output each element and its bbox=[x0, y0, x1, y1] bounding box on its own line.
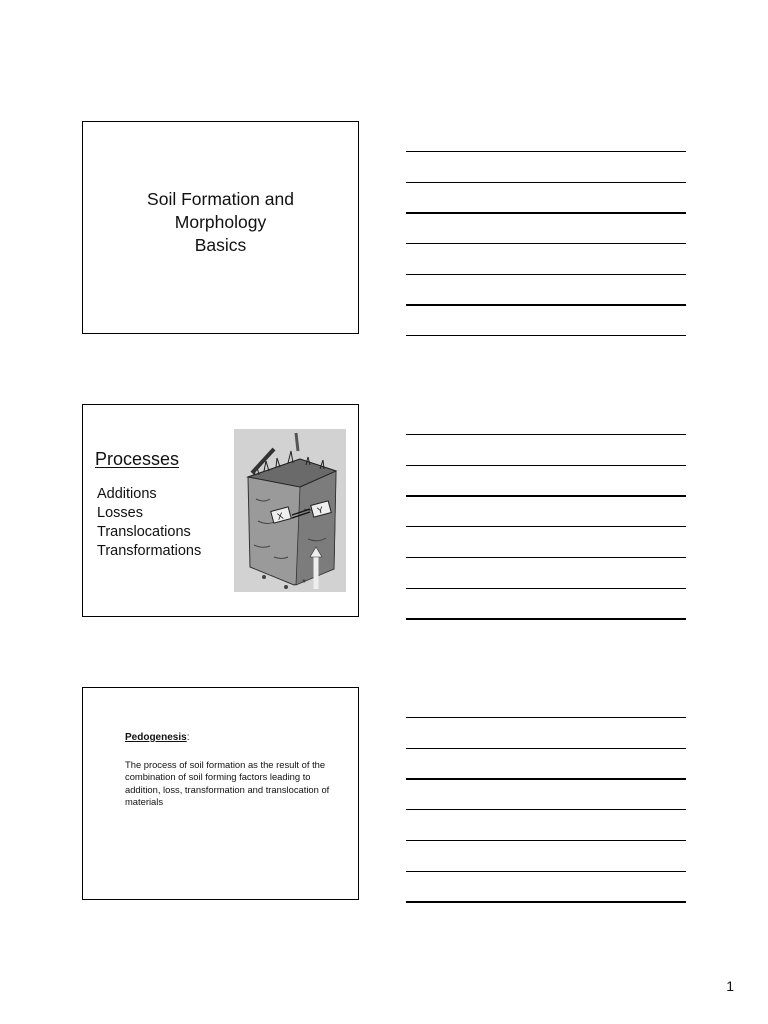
note-line bbox=[406, 526, 686, 527]
slide-1-thumbnail bbox=[82, 121, 359, 334]
title-line: Soil Formation and bbox=[147, 189, 294, 209]
note-line bbox=[406, 434, 686, 435]
reaction-label: Y bbox=[316, 504, 325, 516]
note-line bbox=[406, 274, 686, 275]
note-line bbox=[406, 304, 686, 306]
note-line bbox=[406, 465, 686, 466]
list-item: Additions bbox=[97, 486, 157, 502]
note-line bbox=[406, 335, 686, 336]
definition-heading bbox=[125, 732, 189, 743]
definition-colon: : bbox=[186, 732, 190, 743]
note-line bbox=[406, 871, 686, 872]
note-line bbox=[406, 212, 686, 214]
title-line: Basics bbox=[194, 235, 247, 255]
page-number: 1 bbox=[726, 978, 734, 994]
note-line bbox=[406, 778, 686, 780]
definition-text: The process of soil formation as the result of the combination of soil forming factors leading to addition, loss, transformation and translocation of materials bbox=[125, 759, 330, 807]
note-line bbox=[406, 182, 686, 183]
note-line bbox=[406, 618, 686, 620]
note-line bbox=[406, 151, 686, 152]
slide-2-thumbnail bbox=[82, 404, 359, 617]
soil-block-drawing bbox=[234, 429, 346, 592]
soil-profile-illustration bbox=[234, 429, 346, 592]
note-line bbox=[406, 495, 686, 497]
slide-title: Processes bbox=[95, 449, 180, 469]
list-item: Losses bbox=[97, 505, 143, 521]
slide-3-thumbnail bbox=[82, 687, 359, 900]
process-list bbox=[97, 485, 201, 561]
note-line bbox=[406, 840, 686, 841]
list-item: Translocations bbox=[97, 524, 191, 540]
note-line bbox=[406, 748, 686, 749]
note-line bbox=[406, 901, 686, 903]
title-line: Morphology bbox=[174, 212, 267, 232]
note-line bbox=[406, 717, 686, 718]
reaction-label: X bbox=[276, 510, 285, 522]
definition-term: Pedogenesis bbox=[125, 732, 187, 743]
note-line bbox=[406, 243, 686, 244]
note-line bbox=[406, 809, 686, 810]
note-line bbox=[406, 588, 686, 589]
slide-title bbox=[83, 188, 358, 257]
list-item: Transformations bbox=[97, 543, 202, 559]
note-line bbox=[406, 557, 686, 558]
